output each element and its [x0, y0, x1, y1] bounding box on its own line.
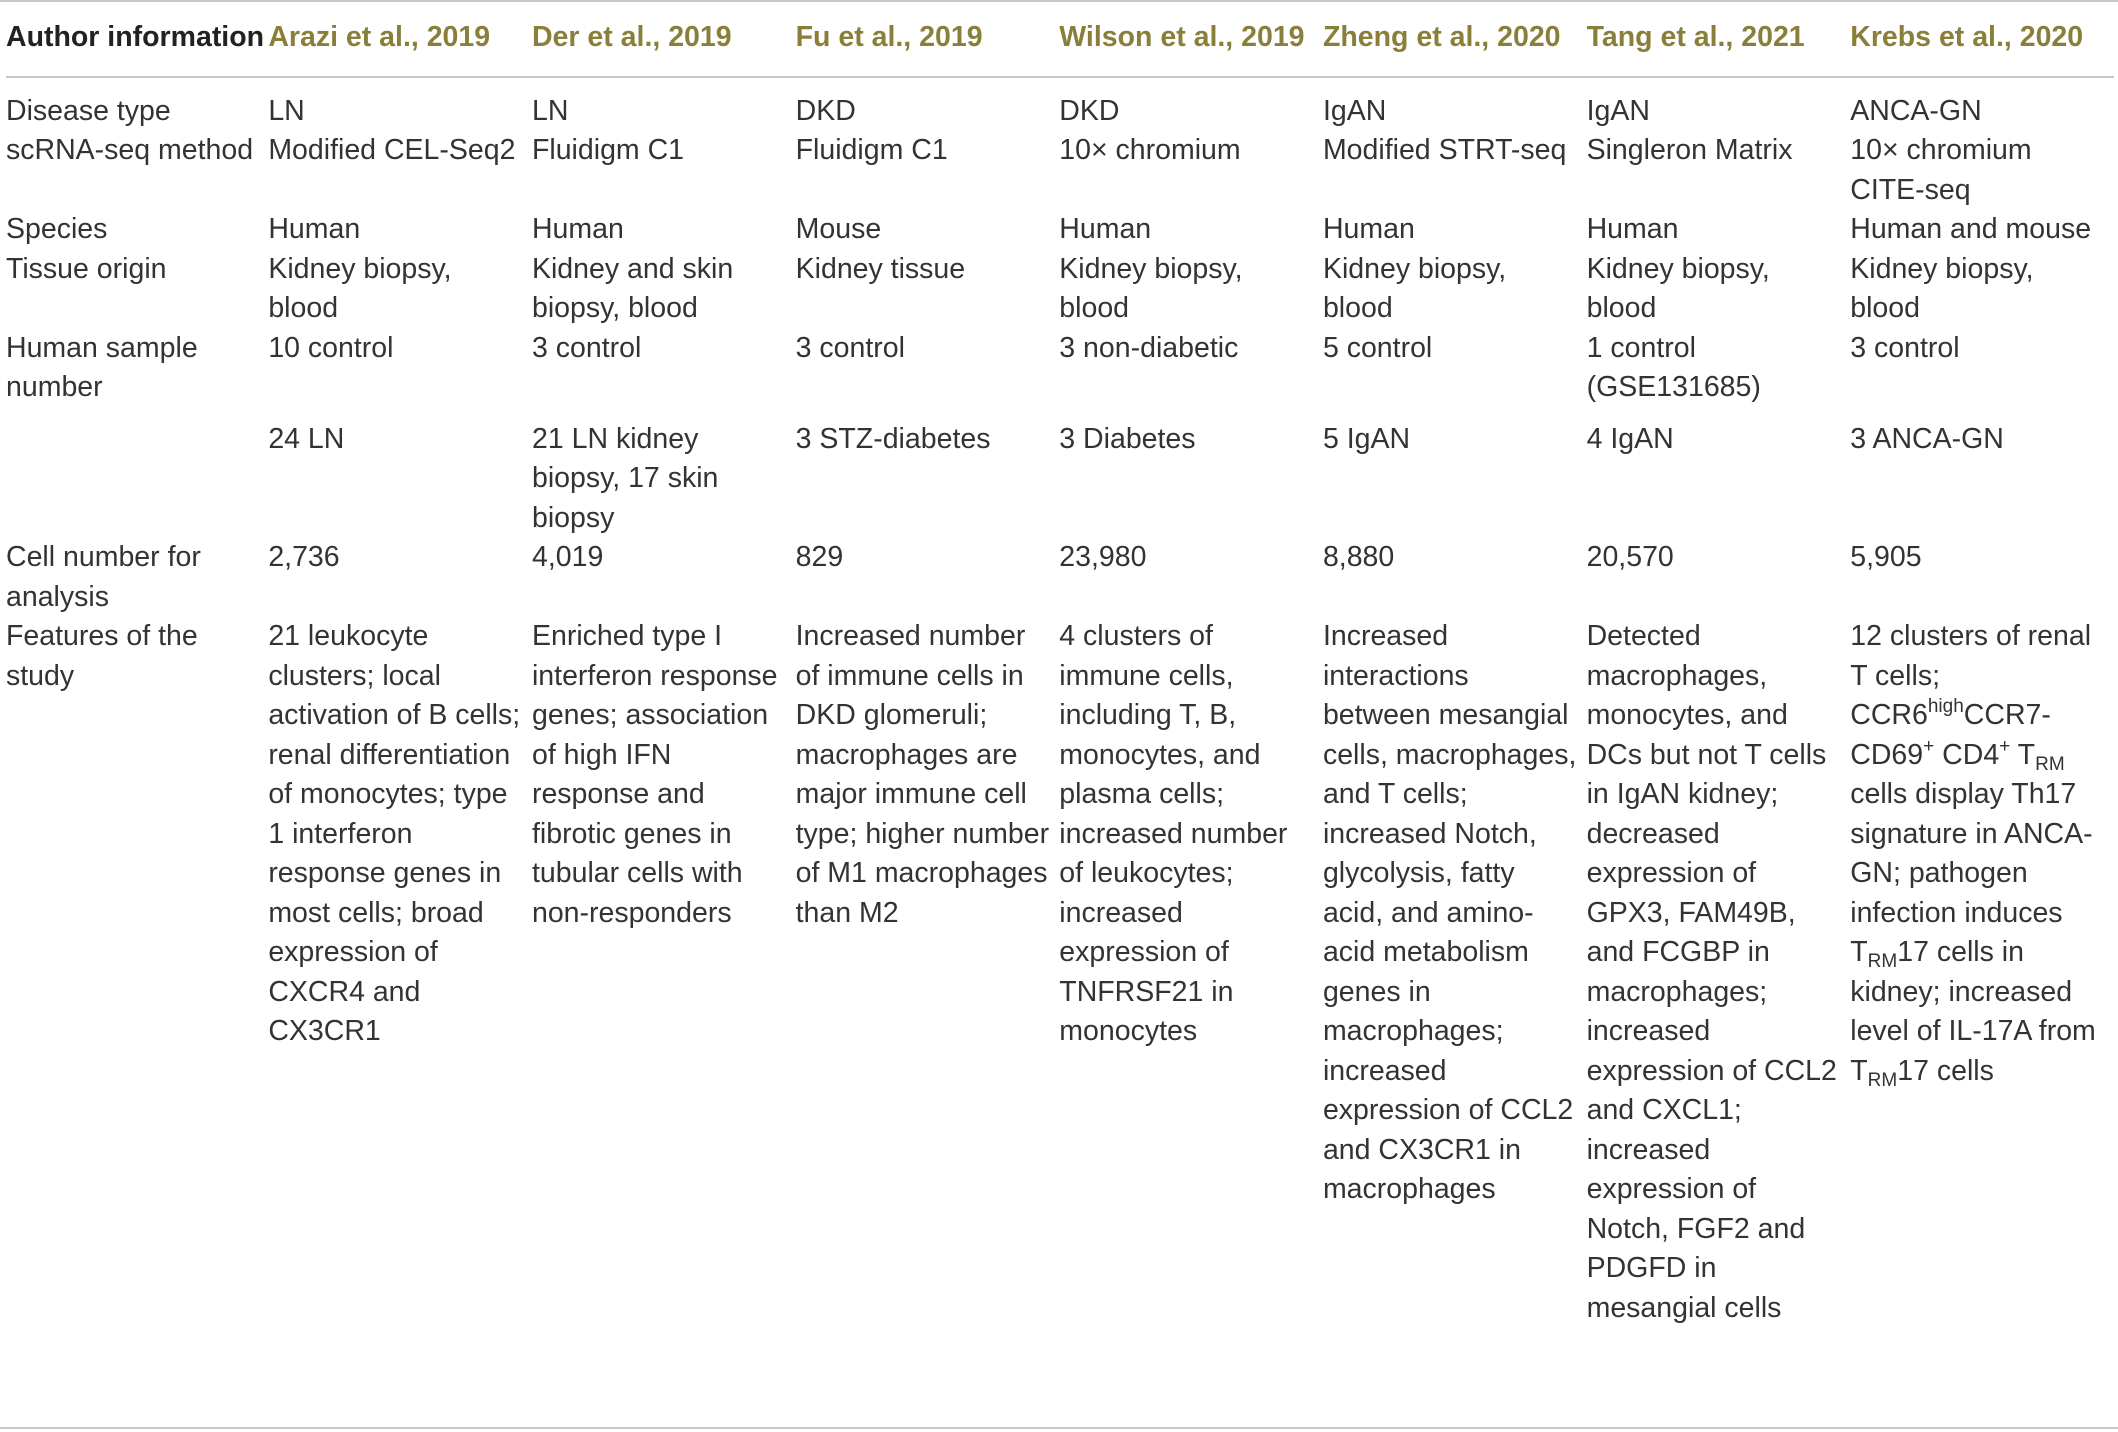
cell-disease-type-fu: DKD — [795, 94, 856, 127]
cell-tissue-fu: Kidney tissue — [795, 252, 966, 285]
cell-features-der: Enriched type I interferon response genes; association of high IFN response and fibrotic genes in tubular cells with non-responders — [531, 620, 778, 929]
row-species — [6, 210, 2114, 250]
cell-sample-disease-tang: 4 IgAN — [1586, 422, 1674, 455]
cell-sample-control-der: 3 control — [531, 331, 642, 364]
krebs-text-1: 12 clusters of renal T cells; CCR6 — [1850, 620, 2092, 731]
cell-cell-number-tang: 20,570 — [1586, 541, 1674, 573]
row-sample-number-disease — [6, 408, 2114, 539]
cell-species-tang: Human — [1586, 213, 1679, 245]
cell-features-arazi: 21 leukocyte clusters; local activation of B cells; renal differentiation of monocytes; type 1 interferon response genes in most cells; broad expression of CXCR4 and CX3CR1 — [268, 620, 521, 1047]
cell-features-fu: Increased number of immune cells in DKD glomeruli; macrophages are major immune cell type; higher number of M1 macrophages than M2 — [795, 620, 1050, 929]
cell-disease-type-krebs: ANCA-GN — [1850, 94, 1982, 127]
study-comparison-table — [6, 18, 2114, 1328]
row-label-features: Features of the study — [6, 620, 198, 692]
cell-sample-control-tang: 1 control (GSE131685) — [1586, 331, 1761, 403]
cell-sample-control-zheng: 5 control — [1322, 331, 1433, 364]
cell-species-wilson: Human — [1059, 213, 1152, 245]
row-label-disease-type: Disease type — [6, 94, 171, 127]
cell-method-krebs: 10× chromium CITE-seq — [1850, 134, 2032, 206]
row-label-empty — [6, 408, 268, 539]
cell-method-wilson: 10× chromium — [1059, 134, 1241, 166]
header-study-der: Der et al., 2019 — [532, 18, 796, 77]
cell-species-fu: Mouse — [795, 213, 882, 245]
cell-cell-number-fu: 829 — [795, 541, 844, 573]
cell-sample-disease-wilson: 3 Diabetes — [1059, 422, 1196, 455]
cell-tissue-arazi: Kidney biopsy, blood — [268, 252, 452, 324]
header-study-krebs: Krebs et al., 2020 — [1850, 18, 2114, 77]
krebs-text-3: CD4 — [1934, 738, 2000, 771]
cell-tissue-krebs: Kidney biopsy, blood — [1850, 252, 2034, 324]
cell-method-fu: Fluidigm C1 — [795, 134, 948, 166]
krebs-sub-rm-3: RM — [1867, 1069, 1898, 1091]
cell-sample-control-krebs: 3 control — [1850, 331, 1960, 364]
krebs-text-6: 17 cells in kidney; increased level of IL-17A from T — [1850, 936, 2096, 1087]
cell-sample-disease-krebs: 3 ANCA-GN — [1850, 422, 2004, 455]
krebs-sup-high: high — [1927, 696, 1964, 717]
cell-sample-control-arazi: 10 control — [268, 331, 394, 364]
header-study-tang: Tang et al., 2021 — [1587, 18, 1851, 77]
cell-disease-type-arazi: LN — [268, 94, 305, 127]
cell-tissue-tang: Kidney biopsy, blood — [1586, 252, 1770, 324]
row-label-species: Species — [6, 213, 108, 245]
cell-disease-type-der: LN — [531, 94, 569, 127]
table-bottom-rule — [0, 1427, 2118, 1429]
row-sample-number-control — [6, 329, 2114, 408]
header-study-arazi: Arazi et al., 2019 — [268, 18, 532, 77]
cell-disease-type-tang: IgAN — [1586, 94, 1650, 127]
cell-species-krebs: Human and mouse — [1850, 213, 2092, 245]
krebs-text-5: cells display Th17 signature in ANCA-GN; pathogen infection induces T — [1850, 778, 2093, 968]
cell-cell-number-der: 4,019 — [531, 541, 604, 573]
row-method — [6, 131, 2114, 210]
row-tissue-origin — [6, 250, 2114, 329]
cell-sample-control-wilson: 3 non-diabetic — [1059, 331, 1239, 364]
cell-method-tang: Singleron Matrix — [1586, 134, 1793, 166]
cell-features-wilson: 4 clusters of immune cells, including T, B, monocytes, and plasma cells; increased number of leukocytes; increased expression of TNFRSF21 in monocytes — [1059, 620, 1288, 1047]
row-label-cell-number: Cell number for analysis — [6, 541, 201, 613]
row-disease-type — [6, 77, 2114, 132]
cell-disease-type-wilson: DKD — [1059, 94, 1120, 127]
krebs-text-7: 17 cells — [1897, 1054, 1994, 1087]
cell-method-arazi: Modified CEL-Seq2 — [268, 134, 516, 166]
cell-tissue-der: Kidney and skin biopsy, blood — [531, 252, 734, 324]
cell-species-der: Human — [531, 213, 624, 245]
table-top-rule — [0, 0, 2118, 2]
cell-features-tang: Detected macrophages, monocytes, and DCs but not T cells in IgAN kidney; decreased expression of GPX3, FAM49B, and FCGBP in macrophages; increased expression of CCL2 and CXCL1; increased expression of Notch, FGF2 and PDGFD in mesangial cells — [1586, 620, 1837, 1324]
krebs-sup-plus-2: + — [1999, 735, 2011, 757]
krebs-text-2: CCR7-CD69 — [1850, 699, 2051, 771]
cell-cell-number-zheng: 8,880 — [1322, 541, 1395, 573]
row-cell-number — [6, 538, 2114, 617]
row-label-method: scRNA-seq method — [6, 134, 254, 166]
cell-tissue-zheng: Kidney biopsy, blood — [1322, 252, 1507, 324]
cell-cell-number-krebs: 5,905 — [1850, 541, 1922, 573]
cell-species-zheng: Human — [1322, 213, 1415, 245]
header-row-label: Author information — [6, 18, 268, 77]
krebs-sup-plus-1: + — [1923, 735, 1935, 757]
cell-sample-disease-arazi: 24 LN — [268, 422, 345, 455]
cell-sample-disease-der: 21 LN kidney biopsy, 17 skin biopsy — [531, 422, 719, 534]
row-label-tissue-origin: Tissue origin — [6, 252, 167, 285]
cell-cell-number-wilson: 23,980 — [1059, 541, 1147, 573]
cell-sample-disease-zheng: 5 IgAN — [1322, 422, 1411, 455]
row-features — [6, 617, 2114, 1328]
cell-disease-type-zheng: IgAN — [1322, 94, 1387, 127]
table-header-row — [6, 18, 2114, 77]
cell-features-krebs — [1850, 617, 2114, 1328]
cell-sample-control-fu: 3 control — [795, 331, 905, 364]
header-study-zheng: Zheng et al., 2020 — [1323, 18, 1587, 77]
header-study-wilson: Wilson et al., 2019 — [1059, 18, 1323, 77]
krebs-sub-rm-1: RM — [2035, 753, 2065, 775]
cell-method-der: Fluidigm C1 — [531, 134, 685, 166]
cell-method-zheng: Modified STRT-seq — [1322, 134, 1567, 166]
cell-features-zheng: Increased interactions between mesangial cells, macrophages, and T cells; increased Notch, glycolysis, fatty acid, and amino-acid metabolism genes in macrophages; increased expression of CCL2 and CX3CR1 in macrophages — [1322, 620, 1577, 1205]
row-label-sample-number: Human sample number — [6, 331, 198, 403]
cell-cell-number-arazi: 2,736 — [268, 541, 340, 573]
cell-species-arazi: Human — [268, 213, 361, 245]
krebs-sub-rm-2: RM — [1867, 951, 1898, 972]
header-study-fu: Fu et al., 2019 — [796, 18, 1060, 77]
cell-sample-disease-fu: 3 STZ-diabetes — [795, 422, 991, 455]
cell-tissue-wilson: Kidney biopsy, blood — [1059, 252, 1243, 324]
krebs-text-4: T — [2010, 738, 2036, 771]
